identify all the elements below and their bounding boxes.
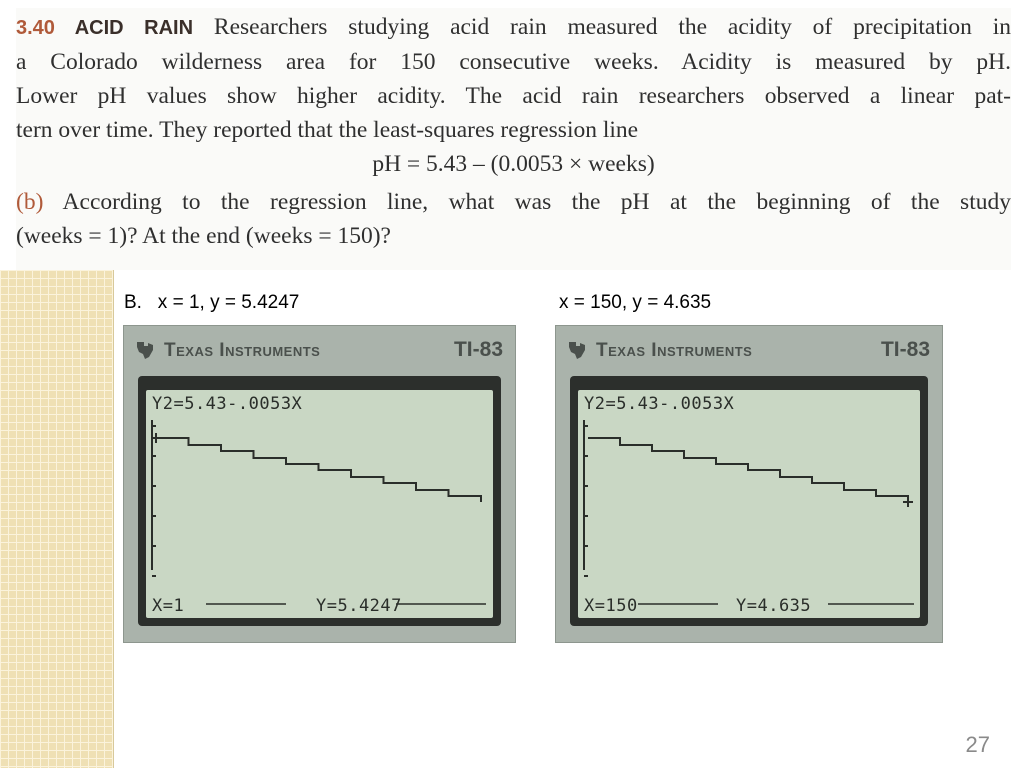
problem-keyword: ACID RAIN: [74, 17, 194, 39]
problem-text-1: Researchers studying acid rain measured the acidity of precipitation in: [213, 14, 1011, 40]
problem-number: 3.40: [16, 17, 55, 39]
lcd-y-readout: Y=5.4247: [316, 596, 402, 616]
calculator-lcd-screen: [146, 390, 493, 618]
decorative-sidebar-pattern: [0, 270, 114, 768]
regression-equation: pH = 5.43 – (0.0053 × weeks): [372, 151, 655, 177]
calculator-screen-frame: [570, 376, 928, 626]
calculator-lcd-screen: [578, 390, 920, 618]
problem-line-1: [16, 10, 1011, 45]
answer-caption-left: B. x = 1, y = 5.4247: [124, 292, 300, 313]
answer-caption-right: x = 150, y = 4.635: [559, 292, 712, 313]
part-b-line-2: (weeks = 1)? At the end (weeks = 150)?: [16, 223, 391, 249]
graph-plot: [578, 390, 920, 618]
calculator-brand-name: Texas Instruments: [164, 340, 321, 361]
regression-line: [156, 438, 481, 502]
problem-line-4: tern over time. They reported that the least-squares regression line: [16, 117, 639, 143]
texas-instruments-logo-icon: [134, 340, 156, 360]
regression-line: [588, 438, 908, 502]
lcd-x-readout: X=150: [584, 596, 638, 616]
lcd-equation: Y2=5.43-.0053X: [584, 394, 735, 414]
lcd-equation: Y2=5.43-.0053X: [152, 394, 303, 414]
part-b-text-1: According to the regression line, what was the pH at the beginning of the study: [62, 189, 1011, 215]
page-number: 27: [965, 732, 990, 757]
calculator-screenshot-left: [123, 325, 516, 643]
calculator-brand-name: Texas Instruments: [596, 340, 753, 361]
calculator-model: TI-83: [880, 338, 930, 361]
part-label: (b): [16, 189, 44, 215]
problem-text-block: [16, 8, 1011, 270]
calculator-screenshot-right: [555, 325, 943, 643]
part-b-line-1: [16, 185, 1011, 219]
calculator-screen-frame: [138, 376, 501, 626]
problem-line-2: a Colorado wilderness area for 150 consecutive weeks. Acidity is measured by pH.: [16, 49, 1011, 75]
graph-plot: [146, 390, 493, 618]
lcd-x-readout: X=1: [152, 596, 185, 616]
calculator-brand-bar: [134, 334, 503, 368]
texas-instruments-logo-icon: [566, 340, 588, 360]
problem-line-3: Lower pH values show higher acidity. The acid rain researchers observed a linear pat-: [16, 83, 1011, 109]
lcd-y-readout: Y=4.635: [736, 596, 812, 616]
calculator-model: TI-83: [453, 338, 503, 361]
calculator-brand-bar: [566, 334, 930, 368]
